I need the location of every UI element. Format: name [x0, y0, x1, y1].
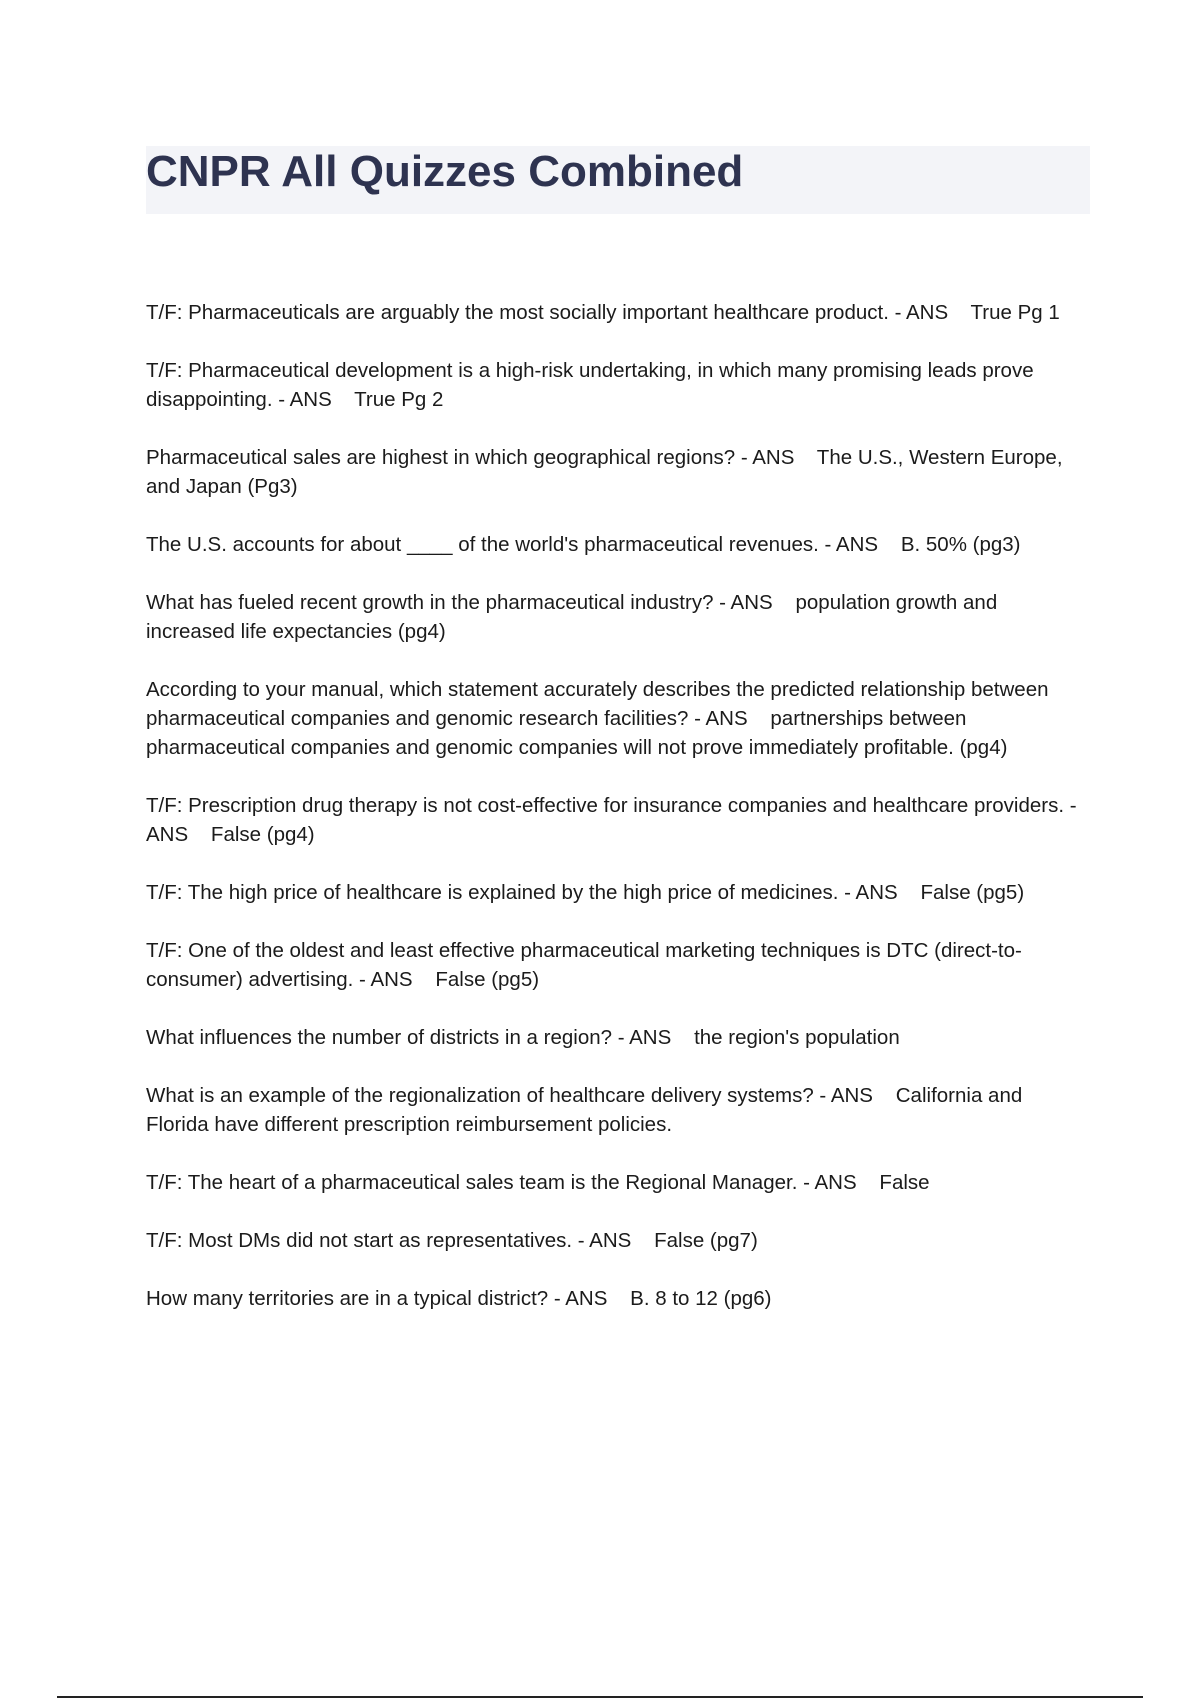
- qa-item-7: T/F: Prescription drug therapy is not cost-effective for insurance companies and healthcare providers. - ANS False (pg4): [146, 794, 1082, 846]
- qa-item-6: According to your manual, which statement accurately describes the predicted relationship between pharmaceutical companies and genomic research facilities? - ANS partnerships between pharmaceutical companies and genomic companies will not prove immediately profitable. (pg4): [146, 678, 1055, 759]
- qa-item-5: What has fueled recent growth in the pharmaceutical industry? - ANS population growth and increased life expectancies (pg4): [146, 591, 1003, 643]
- qa-item-2: T/F: Pharmaceutical development is a high-risk undertaking, in which many promising leads prove disappointing. - ANS True Pg 2: [146, 359, 1040, 411]
- qa-item-1: T/F: Pharmaceuticals are arguably the most socially important healthcare product. - ANS True Pg 1: [146, 301, 1060, 324]
- qa-item-11: What is an example of the regionalization of healthcare delivery systems? - ANS California and Florida have different prescription reimbursement policies.: [146, 1084, 1028, 1136]
- qa-item-8: T/F: The high price of healthcare is explained by the high price of medicines. - ANS False (pg5): [146, 881, 1025, 904]
- qa-item-9: T/F: One of the oldest and least effective pharmaceutical marketing techniques is DTC (direct-to-consumer) advertising. - ANS False (pg5): [146, 939, 1022, 991]
- qa-item-13: T/F: Most DMs did not start as representatives. - ANS False (pg7): [146, 1229, 758, 1252]
- qa-item-12: T/F: The heart of a pharmaceutical sales team is the Regional Manager. - ANS False: [146, 1171, 930, 1194]
- page-title: CNPR All Quizzes Combined: [146, 147, 744, 196]
- footer-rule: [57, 1696, 1143, 1698]
- qa-item-10: What influences the number of districts in a region? - ANS the region's population: [146, 1026, 900, 1049]
- qa-item-3: Pharmaceutical sales are highest in which geographical regions? - ANS The U.S., Western Europe, and Japan (Pg3): [146, 446, 1069, 498]
- qa-item-4: The U.S. accounts for about ____ of the world's pharmaceutical revenues. - ANS B. 50% (pg3): [146, 533, 1021, 556]
- qa-list: [146, 298, 1090, 1342]
- qa-item-14: How many territories are in a typical district? - ANS B. 8 to 12 (pg6): [146, 1287, 772, 1310]
